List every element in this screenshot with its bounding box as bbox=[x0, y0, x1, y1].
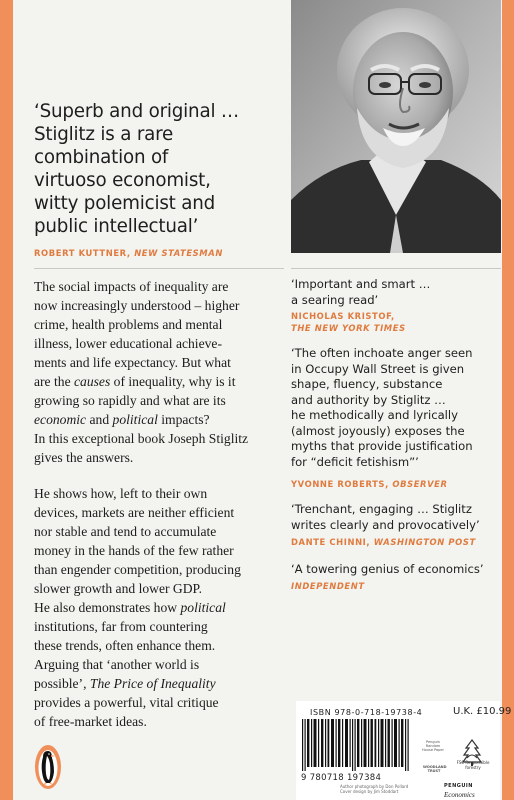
reviewer-source: INDEPENDENT bbox=[291, 581, 365, 591]
review-line: a searing read’ bbox=[291, 292, 379, 307]
blurb-line: In this exceptional book Joseph Stiglitz bbox=[34, 431, 249, 446]
blurb-line: growing so rapidly and what are its bbox=[34, 393, 226, 408]
review-quote-4 bbox=[291, 562, 506, 578]
blurb-line: possible’, The Price of Inequality bbox=[34, 676, 216, 691]
review-line: in Occupy Wall Street is given bbox=[291, 361, 465, 376]
main-quote-line: Stiglitz is a rare bbox=[34, 124, 174, 145]
blurb-line: illness, lower educational achieve- bbox=[34, 336, 222, 351]
review-quote-1 bbox=[291, 277, 506, 308]
blurb-line: slower growth and lower GDP. bbox=[34, 581, 203, 596]
review-quote-2 bbox=[291, 346, 506, 470]
review-line: ‘The often inchoate anger seen bbox=[291, 346, 473, 360]
blurb-line: ments and life expectancy. But what bbox=[34, 355, 231, 370]
review-line: myths that provide justification bbox=[291, 439, 473, 453]
review-attribution-2 bbox=[291, 478, 448, 490]
cover-credits bbox=[340, 784, 408, 794]
divider-left bbox=[34, 268, 284, 269]
blurb-line: institutions, far from countering bbox=[34, 619, 208, 634]
reviewer-source: THE NEW YORK TIMES bbox=[291, 323, 406, 333]
blurb-paragraph-1 bbox=[34, 277, 296, 467]
attribution-source: NEW STATESMAN bbox=[134, 248, 223, 258]
review-line: ‘A towering genius of economics’ bbox=[291, 562, 484, 576]
penguin-logo-icon bbox=[34, 744, 62, 790]
fsc-label: FSC Responsible forestry bbox=[456, 760, 490, 770]
price-text: U.K. £10.99 bbox=[453, 706, 512, 717]
review-line: ‘Important and smart … bbox=[291, 277, 431, 291]
review-line: ‘Trenchant, engaging … Stiglitz bbox=[291, 502, 472, 516]
blurb-line: He also demonstrates how political bbox=[34, 600, 226, 615]
main-quote-line: public intellectual’ bbox=[34, 216, 199, 237]
blurb-line: devices, markets are neither efficient bbox=[34, 505, 235, 520]
blurb-line: money in the hands of the few rather bbox=[34, 543, 234, 558]
left-orange-strip bbox=[0, 0, 13, 800]
publisher-name: PENGUIN bbox=[444, 783, 473, 789]
review-line: he methodically and lyrically bbox=[291, 408, 458, 422]
main-quote-line: virtuoso economist, bbox=[34, 170, 211, 191]
blurb-line: gives the answers. bbox=[34, 450, 134, 465]
attribution-name: ROBERT KUTTNER, bbox=[34, 248, 131, 258]
reviewer-name: NICHOLAS KRISTOF, bbox=[291, 311, 395, 321]
reviewer-name: YVONNE ROBERTS, OBSERVER bbox=[291, 479, 448, 489]
review-attribution-3 bbox=[291, 536, 476, 548]
blurb-line: these trends, often enhance them. bbox=[34, 638, 216, 653]
blurb-line: economic and political impacts? bbox=[34, 412, 210, 427]
blurb-line: than engender competition, producing bbox=[34, 562, 241, 577]
main-quote-attribution bbox=[34, 248, 223, 258]
review-quote-3 bbox=[291, 502, 506, 533]
review-attribution-4 bbox=[291, 580, 365, 592]
isbn-text: ISBN 978-0-718-19738-4 bbox=[310, 708, 423, 717]
main-quote-line: ‘Superb and original … bbox=[34, 101, 240, 122]
barcode-number: 9 780718 197384 bbox=[301, 773, 382, 783]
credit-line: Cover design by Jim Stoddart bbox=[340, 789, 399, 794]
divider-right bbox=[291, 268, 501, 269]
review-line: writes clearly and provocatively’ bbox=[291, 517, 480, 532]
review-line: shape, fluency, substance bbox=[291, 377, 443, 391]
main-quote-line: combination of bbox=[34, 147, 169, 168]
blurb-line: Arguing that ‘another world is bbox=[34, 657, 200, 672]
blurb-line: nor stable and tend to accumulate bbox=[34, 524, 217, 539]
barcode-icon bbox=[300, 719, 412, 771]
author-photo bbox=[291, 0, 501, 253]
review-line: and authority by Stiglitz … bbox=[291, 392, 446, 407]
blurb-line: He shows how, left to their own bbox=[34, 486, 208, 501]
main-quote bbox=[34, 100, 284, 238]
reviewer-name: DANTE CHINNI, WASHINGTON POST bbox=[291, 537, 476, 547]
review-attribution-1 bbox=[291, 310, 406, 334]
blurb-paragraph-2 bbox=[34, 484, 296, 731]
woodland-trust-text: WOODLAND TRUST bbox=[423, 765, 447, 773]
blurb-line: are the causes of inequality, why is it bbox=[34, 374, 236, 389]
blurb-line: provides a powerful, vital critique bbox=[34, 695, 219, 710]
credit-line: Author photograph by Don Pollard bbox=[340, 784, 409, 789]
blurb-line: of free-market ideas. bbox=[34, 714, 147, 729]
review-line: for “deficit fetishism”’ bbox=[291, 454, 419, 469]
main-quote-line: witty polemicist and bbox=[34, 193, 216, 214]
category-label: Economics bbox=[444, 791, 475, 799]
review-line: (almost joyously) exposes the bbox=[291, 423, 465, 438]
paper-cert-text: Penguin Random House Paper bbox=[422, 740, 444, 752]
blurb-line: The social impacts of inequality are bbox=[34, 279, 229, 294]
blurb-line: now increasingly understood – higher bbox=[34, 298, 240, 313]
blurb-line: crime, health problems and mental bbox=[34, 317, 223, 332]
